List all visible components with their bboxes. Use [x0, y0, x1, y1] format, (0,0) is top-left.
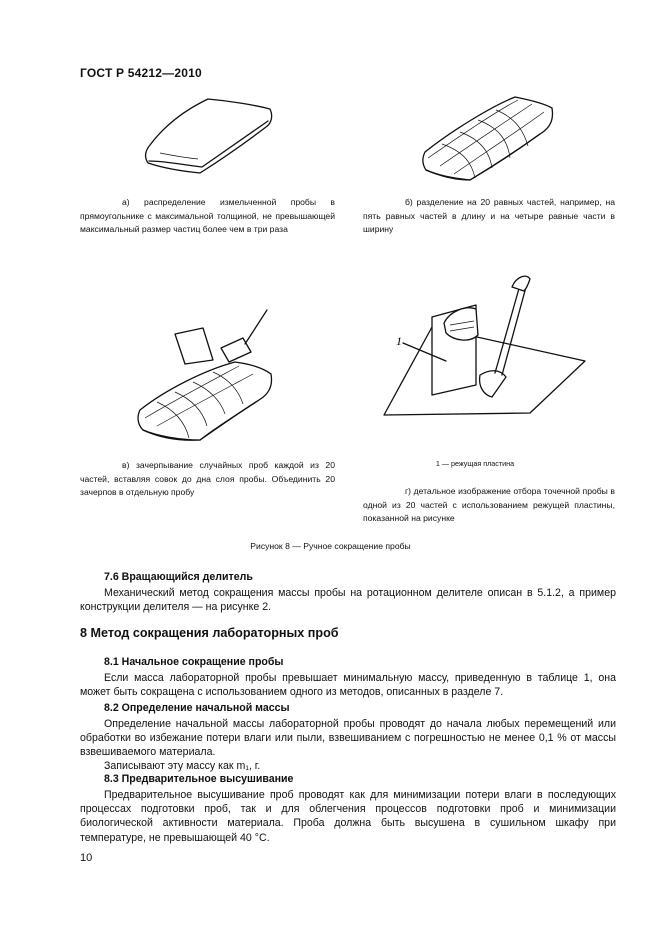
figure-b-divided-sample	[420, 92, 560, 187]
section-8-1-text: Если масса лабораторной пробы превышает минимальную массу, приведенную в таблице 1, она может быть сокращена с использованием одного из методов, описанных в разделе 7.	[80, 672, 616, 699]
document-header: ГОСТ Р 54212—2010	[80, 66, 202, 80]
figure-d-cutting-plate	[380, 265, 590, 425]
section-7-6-text: Механический метод сокращения массы пробы на ротационном делителе описан в 5.1.2, а пример конструкции делителя — на рисунке 2.	[80, 587, 616, 614]
caption-c: в) зачерпывание случайных проб каждой из 20 частей, вставляя совок до дна слоя пробы. Объединить 20 зачерпов в отдельную пробу	[80, 460, 335, 498]
figure-a-sample-layer	[140, 95, 280, 180]
figure-c-scoop-sampling	[135, 300, 285, 450]
callout-1: 1	[396, 334, 402, 348]
section-8-2-heading: 8.2 Определение начальной массы	[104, 702, 290, 714]
caption-d: г) детальное изображение отбора точечной пробы в одной из 20 частей с использованием режущей пластины, показанной на рисунке	[363, 486, 615, 524]
section-8-3-text: Предварительное высушивание проб проводят как для минимизации потери влаги в последующих процессах подготовки проб, так и для облегчения процессов подготовки проб и минимизации биологической активности материала. Проба должна быть высушена в сушильном шкафу при температуре, не превышающей 40 °С.	[80, 789, 616, 844]
page-number: 10	[80, 852, 93, 864]
figure-title: Рисунок 8 — Ручное сокращение пробы	[250, 541, 411, 551]
figure-legend: 1 — режущая пластина	[435, 459, 515, 468]
caption-a: а) распределение измельченной пробы в прямоугольнике с максимальной толщиной, не превышающей максимальный размер частиц более чем в три раза	[80, 197, 335, 235]
caption-b: б) разделение на 20 равных частей, например, на пять равных частей в длину и на четыре равные части в ширину	[363, 197, 615, 235]
section-8-2-text: Определение начальной массы лабораторной пробы проводят до начала любых перемещений или обработки во избежание потери влаги или пыли, взвешиванием с погрешностью не менее 0,1 % от массы взвешиваемого материала.	[80, 718, 616, 759]
section-7-6-heading: 7.6 Вращающийся делитель	[104, 571, 253, 583]
section-8-2-text2: Записывают эту массу как m₁, г.	[104, 760, 261, 772]
section-8-heading: 8 Метод сокращения лабораторных проб	[80, 626, 339, 640]
section-8-1-heading: 8.1 Начальное сокращение пробы	[104, 656, 284, 668]
section-8-3-heading: 8.3 Предварительное высушивание	[104, 773, 294, 785]
